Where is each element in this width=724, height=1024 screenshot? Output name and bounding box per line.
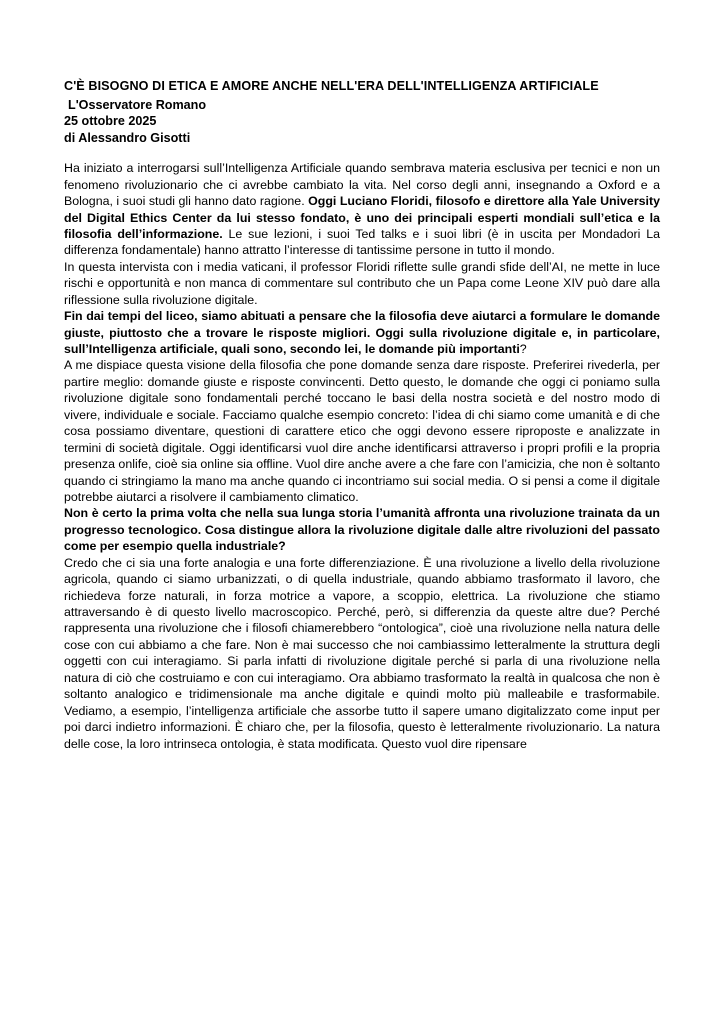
document-meta (64, 97, 660, 146)
publication-date: 25 ottobre 2025 (64, 114, 157, 129)
paragraph-intro-run-1: Oggi Luciano Floridi, filosofo e direttore alla Yale University del Digital Ethics Center da lui stesso fondato, è uno dei principali esperti mondiali sull’etica e la filosofia dell’informazione. (64, 194, 660, 241)
paragraph-a1-run-0: A me dispiace questa visione della filosofia che pone domande senza dare risposte. Preferirei rivederla, per partire meglio: domande giuste e risposte convincenti. Detto questo, le domande che oggi ci poniamo sulla rivoluzione digitale sono fondamentali perché toccano le basi della nostra società e del nostro modo di vivere, individuale e sociale. Facciamo qualche esempio concreto: l’idea di chi siamo come umanità e di che cosa possiamo diventare, questioni di carattere etico che oggi devono essere riproposte e analizzate in termini di società digitale. Oggi identificarsi vuol dire anche identificarsi attraverso i propri profili e la propria presenza onlife, cioè sia online sia offline. Vuol dire anche avere a che fare con l’amicizia, che non è soltanto quando ci stringiamo la mano ma anche quando ci incontriamo sui social media. O si pensi a come il digitale potrebbe aiutarci a risolvere il cambiamento climatico. (64, 358, 660, 504)
paragraph-q1 (64, 308, 660, 357)
page-title: C'È BISOGNO DI ETICA E AMORE ANCHE NELL'ERA DELL'INTELLIGENZA ARTIFICIALE (64, 79, 599, 93)
paragraph-a2 (64, 555, 660, 752)
paragraph-a1 (64, 357, 660, 505)
paragraph-intro-run-2: Le sue lezioni, i suoi Ted talks e i suoi libri (è in uscita per Mondadori La differenza fondamentale) hanno attratto l’interesse di tantissime persone in tutto il mondo. (64, 226, 661, 258)
paragraph-q2 (64, 505, 660, 554)
paragraph-intro2 (64, 259, 660, 308)
paragraph-a2-run-0: Credo che ci sia una forte analogia e una forte differenziazione. È una rivoluzione a livello della rivoluzione agricola, quando ci siamo urbanizzati, o di quella industriale, quando abbiamo trasformato il lavoro, che richiedeva forze naturali, in forza motrice a vapore, a scoppio, elettrica. La rivoluzione che stiamo attraversando è di questo livello macroscopico. Perché, però, si differenzia da queste altre due? Perché rappresenta una rivoluzione che i filosofi chiamerebbero “ontologica”, cioè una rivoluzione nella natura delle cose con cui abbiamo a che fare. Non è mai successo che noi cambiassimo letteralmente la struttura degli oggetti con cui interagiamo. Si parla infatti di rivoluzione digitale perché si parla di una rivoluzione nella natura di ciò che costruiamo e con cui interagiamo. Ora abbiamo trasformato la realtà in qualcosa che non è soltanto analogico e tridimensionale ma anche digitale e quindi molto più malleabile e trasformabile. Vediamo, a esempio, l’intelligenza artificiale che assorbe tutto il sapere umano digitalizzato come input per poi darci indietro informazioni. È chiaro che, per la filosofia, questo è letteralmente rivoluzionario. La natura delle cose, la loro intrinseca ontologia, è stata modificata. Questo vuol dire ripensare (64, 555, 660, 751)
paragraph-intro2-run-0: In questa intervista con i media vaticani, il professor Floridi riflette sulle grandi sfide dell’AI, ne mette in luce rischi e opportunità e non manca di commentare sul contributo che un Papa come Leone XIV può dare alla riflessione sulla rivoluzione digitale. (64, 259, 660, 307)
paragraph-q2-run-0: Non è certo la prima volta che nella sua lunga storia l’umanità affronta una rivoluzione trainata da un progresso tecnologico. Cosa distingue allora la rivoluzione digitale dalle altre rivoluzioni del passato come per esempio quella industriale? (64, 506, 660, 554)
paragraph-q1-run-1: ? (519, 342, 527, 356)
byline: di Alessandro Gisotti (64, 130, 191, 145)
paragraph-intro-run-0: Ha iniziato a interrogarsi sull’Intelligenza Artificiale quando sembrava materia esclusiva per tecnici e non un fenomeno rivoluzionario che ci avrebbe cambiato la vita. Nel corso degli anni, insegnando a Oxford e a Bologna, i suoi studi gli hanno dato ragione. (64, 161, 660, 209)
article-body (64, 160, 660, 752)
paragraph-q1-run-0: Fin dai tempi del liceo, siamo abituati a pensare che la filosofia deve aiutarci a formulare le domande giuste, piuttosto che a trovare le risposte migliori. Oggi sulla rivoluzione digitale e, in particolare, sull’Intelligenza artificiale, quali sono, secondo lei, le domande più importanti (64, 309, 660, 356)
paragraph-intro (64, 160, 660, 259)
source-name: L'Osservatore Romano (68, 98, 207, 113)
